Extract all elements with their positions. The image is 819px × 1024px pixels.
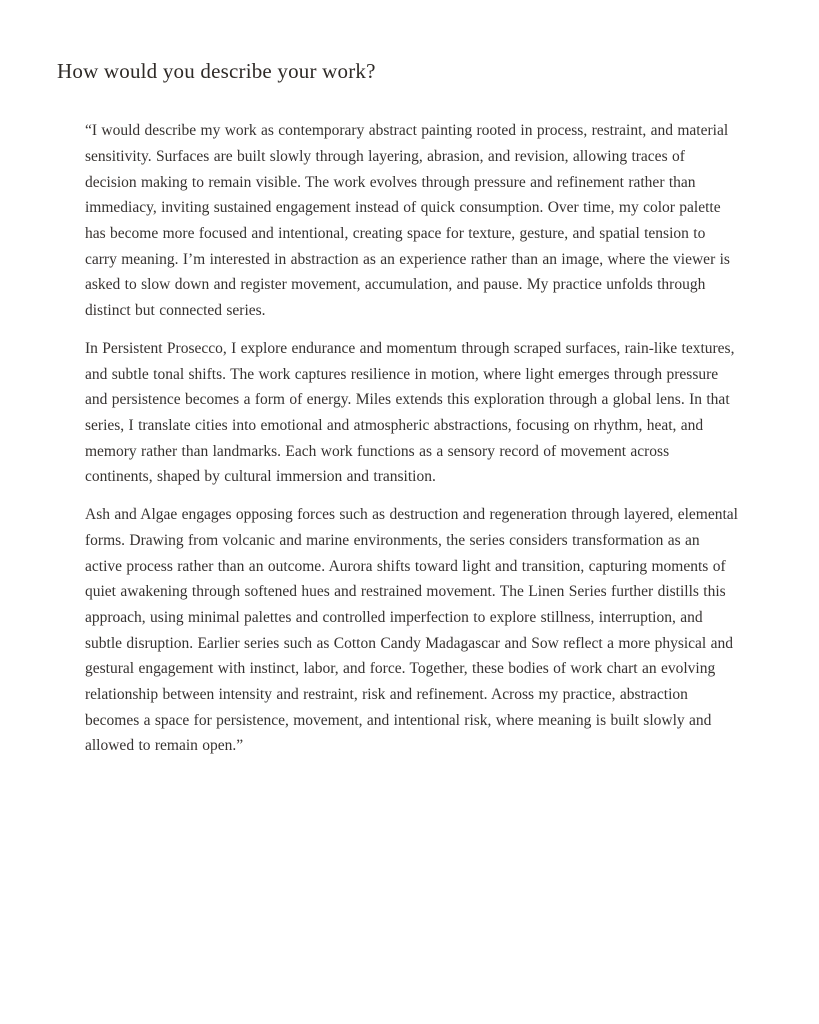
answer-paragraph-2: In Persistent Prosecco, I explore endurance and momentum through scraped surfaces, rain-like textures, and subtle tonal shifts. The work captures resilience in motion, where light emerges through pressure and persistence becomes a form of energy. Miles extends this exploration through a global lens. In that series, I translate cities into emotional and atmospheric abstractions, focusing on rhythm, heat, and memory rather than landmarks. Each work functions as a sensory record of movement across continents, shaped by cultural immersion and transition. [85,339,735,486]
answer-block [85,118,740,759]
answer-paragraph-3: Ash and Algae engages opposing forces such as destruction and regeneration through layered, elemental forms. Drawing from volcanic and marine environments, the series considers transformation as an active process rather than an outcome. Aurora shifts toward light and transition, capturing moments of quiet awakening through softened hues and restrained movement. The Linen Series further distills this approach, using minimal palettes and controlled imperfection to explore stillness, interruption, and subtle disruption. Earlier series such as Cotton Candy Madagascar and Sow reflect a more physical and gestural engagement with instinct, labor, and force. Together, these bodies of work chart an evolving relationship between intensity and restraint, risk and refinement. Across my practice, abstraction becomes a space for persistence, movement, and intentional risk, where meaning is built slowly and allowed to remain open.” [85,506,738,755]
answer-paragraph-1: “I would describe my work as contemporary abstract painting rooted in process, restraint, and material sensitivity. Surfaces are built slowly through layering, abrasion, and revision, allowing traces of decision making to remain visible. The work evolves through pressure and refinement rather than immediacy, inviting sustained engagement instead of quick consumption. Over time, my color palette has become more focused and intentional, creating space for texture, gesture, and spatial tension to carry meaning. I’m interested in abstraction as an experience rather than an image, where the viewer is asked to slow down and register movement, accumulation, and pause. My practice unfolds through distinct but connected series. [85,122,730,320]
question-heading: How would you describe your work? [57,59,376,83]
